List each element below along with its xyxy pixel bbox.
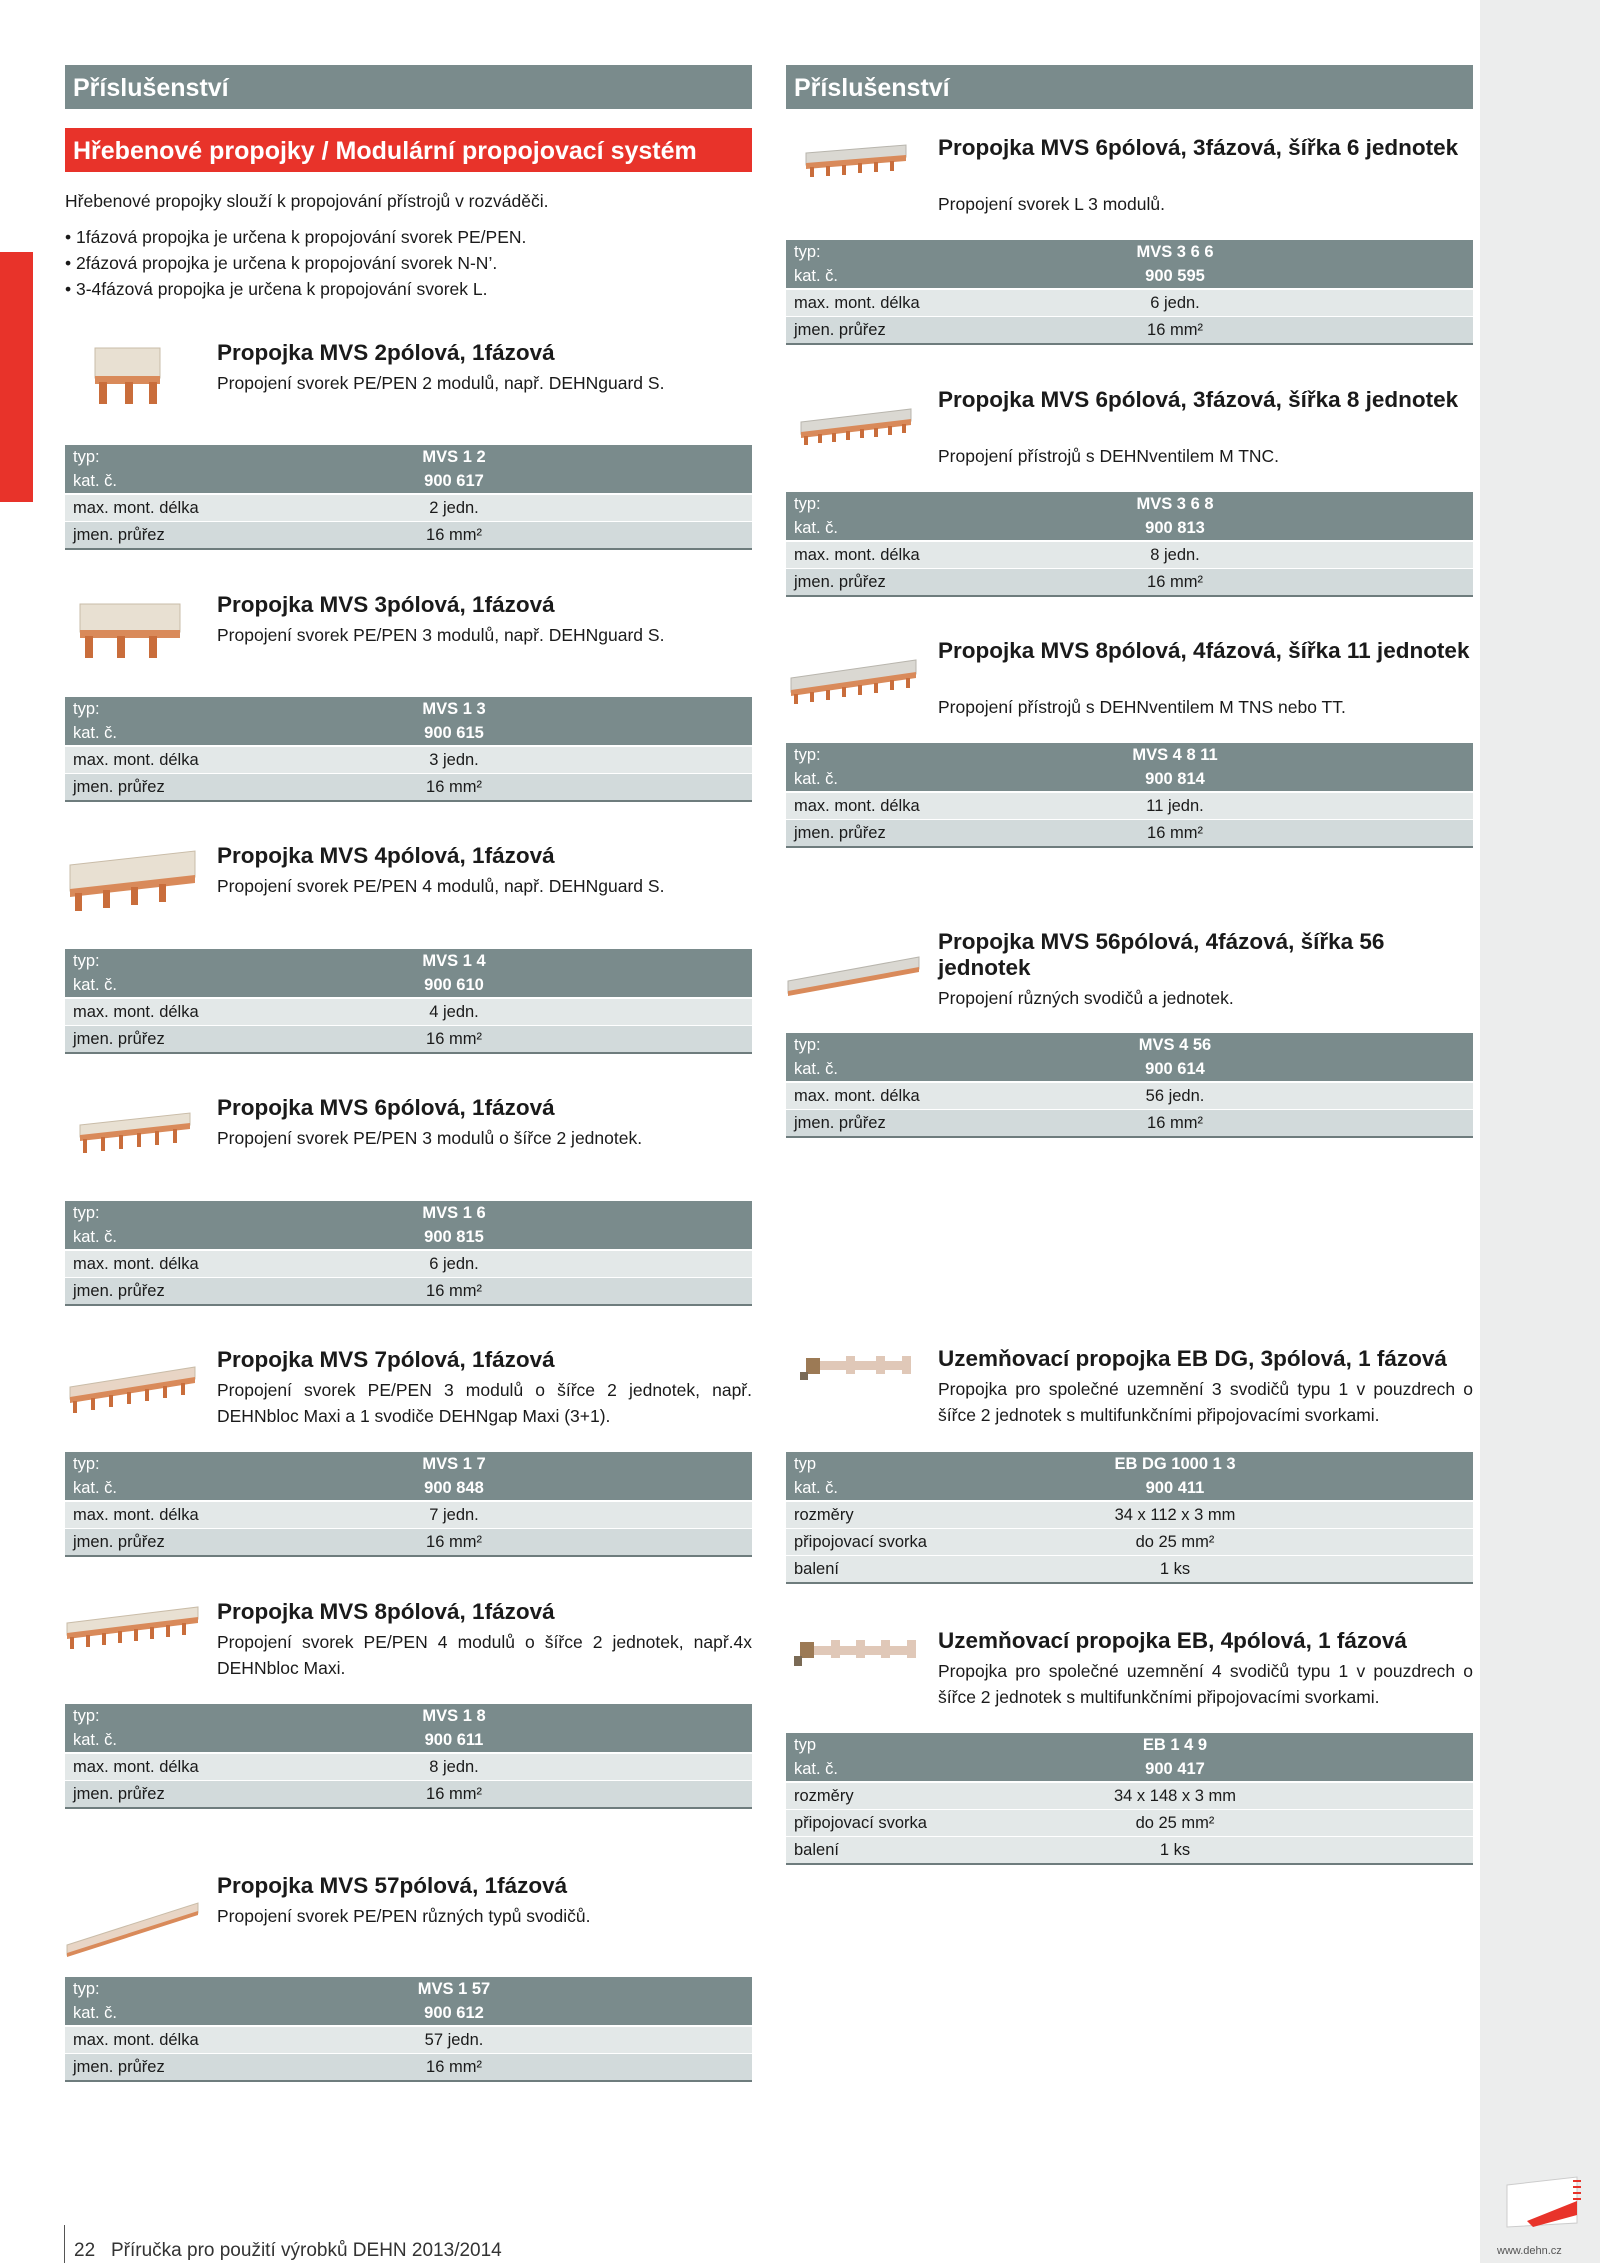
value-max: 8 jedn. bbox=[1002, 541, 1348, 569]
spec-table bbox=[786, 743, 1473, 848]
value-max: 11 jedn. bbox=[1002, 792, 1348, 820]
intro-heading: Hřebenové propojky / Modulární propojovací systém bbox=[65, 128, 752, 172]
value-kat: 900 814 bbox=[1002, 767, 1348, 792]
value-prurez: 16 mm² bbox=[1002, 820, 1348, 848]
value-kat: 900 848 bbox=[281, 1476, 627, 1501]
label-max: max. mont. délka bbox=[65, 1501, 281, 1529]
value-svorka: do 25 mm² bbox=[1002, 1529, 1348, 1556]
spec-table bbox=[65, 1201, 752, 1306]
spec-table bbox=[65, 697, 752, 802]
value-typ: MVS 1 8 bbox=[281, 1704, 627, 1728]
label-typ: typ: bbox=[65, 445, 281, 469]
label-prurez: jmen. průřez bbox=[65, 1026, 281, 1054]
value-baleni: 1 ks bbox=[1002, 1556, 1348, 1584]
section-header-left: Příslušenství bbox=[65, 65, 752, 109]
label-typ: typ: bbox=[65, 949, 281, 973]
label-max: max. mont. délka bbox=[65, 2026, 281, 2054]
value-typ: MVS 4 8 11 bbox=[1002, 743, 1348, 767]
label-svorka: připojovací svorka bbox=[786, 1529, 1002, 1556]
label-typ: typ: bbox=[786, 1033, 1002, 1057]
product-description: Propojení přístrojů s DEHNventilem M TNS nebo TT. bbox=[938, 697, 1346, 717]
comb-busbar-6-image bbox=[65, 1095, 200, 1170]
value-kat: 900 610 bbox=[281, 973, 627, 998]
label-typ: typ: bbox=[65, 1452, 281, 1476]
footer-divider bbox=[64, 2225, 65, 2263]
value-max: 8 jedn. bbox=[281, 1753, 627, 1781]
comb-busbar-57-image bbox=[65, 1893, 200, 1968]
value-max: 6 jedn. bbox=[1002, 289, 1348, 317]
spec-table bbox=[786, 240, 1473, 345]
comb-busbar-3-image bbox=[65, 592, 200, 667]
product-description: Propojka pro společné uzemnění 4 svodičů typu 1 v pouzdrech o šířce 2 jednotek s multifunkčními připojovacími svorkami. bbox=[938, 1661, 1473, 1707]
label-max: max. mont. délka bbox=[786, 289, 1002, 317]
value-typ: MVS 1 7 bbox=[281, 1452, 627, 1476]
value-max: 3 jedn. bbox=[281, 746, 627, 774]
product-description: Propojka pro společné uzemnění 3 svodičů typu 1 v pouzdrech o šířce 2 jednotek s multifunkčními připojovacími svorkami. bbox=[938, 1379, 1473, 1425]
label-typ: typ: bbox=[65, 697, 281, 721]
spec-table bbox=[65, 949, 752, 1054]
label-baleni: balení bbox=[786, 1837, 1002, 1865]
value-kat: 900 411 bbox=[1002, 1476, 1348, 1501]
comb-busbar-8-image bbox=[65, 1599, 200, 1674]
value-kat: 900 617 bbox=[281, 469, 627, 494]
value-kat: 900 417 bbox=[1002, 1757, 1348, 1782]
product-title: Propojka MVS 6pólová, 3fázová, šířka 6 jednotek bbox=[938, 135, 1459, 160]
product-title: Propojka MVS 3pólová, 1fázová bbox=[217, 592, 555, 617]
label-rozmery: rozměry bbox=[786, 1501, 1002, 1529]
bullet-item: • 2fázová propojka je určena k propojování svorek N-N’. bbox=[65, 250, 752, 276]
value-svorka: do 25 mm² bbox=[1002, 1810, 1348, 1837]
product-description: Propojení svorek PE/PEN 3 modulů, např. DEHNguard S. bbox=[217, 625, 665, 645]
product-title: Propojka MVS 6pólová, 1fázová bbox=[217, 1095, 555, 1120]
label-max: max. mont. délka bbox=[786, 1082, 1002, 1110]
bullet-item: • 1fázová propojka je určena k propojování svorek PE/PEN. bbox=[65, 224, 752, 250]
product-title: Propojka MVS 7pólová, 1fázová bbox=[217, 1347, 555, 1372]
spec-table bbox=[65, 1977, 752, 2082]
left-column bbox=[65, 65, 752, 2105]
product-title: Propojka MVS 8pólová, 1fázová bbox=[217, 1599, 555, 1624]
website-link[interactable]: www.dehn.cz bbox=[1497, 2245, 1562, 2257]
label-baleni: balení bbox=[786, 1556, 1002, 1584]
value-prurez: 16 mm² bbox=[281, 1781, 627, 1809]
busbar-4phase-11-image bbox=[786, 638, 921, 713]
product-description: Propojení svorek PE/PEN 3 modulů o šířce 2 jednotek. bbox=[217, 1128, 643, 1148]
value-prurez: 16 mm² bbox=[281, 1529, 627, 1557]
spec-table bbox=[65, 1704, 752, 1809]
label-rozmery: rozměry bbox=[786, 1782, 1002, 1810]
label-kat: kat. č. bbox=[65, 1225, 281, 1250]
label-prurez: jmen. průřez bbox=[65, 1278, 281, 1306]
label-prurez: jmen. průřez bbox=[65, 2054, 281, 2082]
label-typ: typ: bbox=[65, 1977, 281, 2001]
label-max: max. mont. délka bbox=[65, 494, 281, 522]
product-description: Propojení svorek PE/PEN 4 modulů o šířce 2 jednotek, např.4x DEHNbloc Maxi. bbox=[217, 1632, 752, 1678]
page-number: 22 bbox=[74, 2240, 96, 2261]
value-typ: MVS 1 57 bbox=[281, 1977, 627, 2001]
intro-text: Hřebenové propojky slouží k propojování přístrojů v rozváděči. bbox=[65, 191, 549, 211]
bullet-item: • 3-4fázová propojka je určena k propojování svorek L. bbox=[65, 276, 752, 302]
value-prurez: 16 mm² bbox=[281, 1278, 627, 1306]
value-rozmery: 34 x 148 x 3 mm bbox=[1002, 1782, 1348, 1810]
earthing-bridge-3-image bbox=[786, 1336, 921, 1411]
product-description: Propojení svorek PE/PEN různých typů svodičů. bbox=[217, 1906, 591, 1926]
value-typ: MVS 1 3 bbox=[281, 697, 627, 721]
product-description: Propojení svorek PE/PEN 2 modulů, např. DEHNguard S. bbox=[217, 373, 665, 393]
label-kat: kat. č. bbox=[786, 264, 1002, 289]
value-prurez: 16 mm² bbox=[281, 774, 627, 802]
comb-busbar-7-image bbox=[65, 1347, 200, 1422]
product-description: Propojení svorek L 3 modulů. bbox=[938, 194, 1165, 214]
product-description: Propojení svorek PE/PEN 3 modulů o šířce 2 jednotek, např. DEHNbloc Maxi a 1 svodiče DEHNgap Maxi (3+1). bbox=[217, 1380, 752, 1426]
value-kat: 900 615 bbox=[281, 721, 627, 746]
value-typ: EB DG 1000 1 3 bbox=[1002, 1452, 1348, 1476]
label-kat: kat. č. bbox=[65, 721, 281, 746]
label-kat: kat. č. bbox=[65, 469, 281, 494]
label-prurez: jmen. průřez bbox=[65, 774, 281, 802]
earthing-bridge-4-image bbox=[786, 1618, 921, 1693]
right-column bbox=[786, 65, 1473, 1885]
value-typ: MVS 3 6 8 bbox=[1002, 492, 1348, 516]
value-max: 7 jedn. bbox=[281, 1501, 627, 1529]
value-kat: 900 595 bbox=[1002, 264, 1348, 289]
label-kat: kat. č. bbox=[786, 1476, 1002, 1501]
label-max: max. mont. délka bbox=[65, 746, 281, 774]
spec-table bbox=[786, 492, 1473, 597]
label-typ: typ: bbox=[786, 492, 1002, 516]
label-kat: kat. č. bbox=[786, 1757, 1002, 1782]
spec-table bbox=[786, 1033, 1473, 1138]
label-typ: typ bbox=[786, 1733, 1002, 1757]
comb-busbar-2-image bbox=[65, 340, 200, 415]
busbar-4phase-56-image bbox=[786, 929, 921, 1004]
label-prurez: jmen. průřez bbox=[786, 317, 1002, 345]
footer bbox=[74, 2240, 502, 2262]
spec-table bbox=[786, 1452, 1473, 1584]
value-max: 6 jedn. bbox=[281, 1250, 627, 1278]
comb-busbar-4-image bbox=[65, 843, 200, 918]
product-title: Uzemňovací propojka EB, 4pólová, 1 fázová bbox=[938, 1628, 1407, 1653]
product-description: Propojení svorek PE/PEN 4 modulů, např. DEHNguard S. bbox=[217, 876, 665, 896]
label-max: max. mont. délka bbox=[65, 1250, 281, 1278]
label-prurez: jmen. průřez bbox=[786, 820, 1002, 848]
product-title: Propojka MVS 56pólová, 4fázová, šířka 56 jednotek bbox=[938, 929, 1385, 980]
product-title: Propojka MVS 8pólová, 4fázová, šířka 11 jednotek bbox=[938, 638, 1470, 663]
section-header-right: Příslušenství bbox=[786, 65, 1473, 109]
value-max: 56 jedn. bbox=[1002, 1082, 1348, 1110]
label-kat: kat. č. bbox=[65, 2001, 281, 2026]
value-prurez: 16 mm² bbox=[281, 1026, 627, 1054]
value-kat: 900 614 bbox=[1002, 1057, 1348, 1082]
label-max: max. mont. délka bbox=[786, 792, 1002, 820]
label-prurez: jmen. průřez bbox=[786, 1110, 1002, 1138]
label-kat: kat. č. bbox=[786, 516, 1002, 541]
spec-table bbox=[65, 445, 752, 550]
value-typ: MVS 1 2 bbox=[281, 445, 627, 469]
value-typ: EB 1 4 9 bbox=[1002, 1733, 1348, 1757]
value-kat: 900 815 bbox=[281, 1225, 627, 1250]
value-prurez: 16 mm² bbox=[281, 522, 627, 550]
product-title: Uzemňovací propojka EB DG, 3pólová, 1 fázová bbox=[938, 1346, 1447, 1371]
label-max: max. mont. délka bbox=[786, 541, 1002, 569]
value-prurez: 16 mm² bbox=[1002, 317, 1348, 345]
product-description: Propojení různých svodičů a jednotek. bbox=[938, 988, 1234, 1008]
label-typ: typ: bbox=[786, 743, 1002, 767]
label-prurez: jmen. průřez bbox=[65, 522, 281, 550]
label-svorka: připojovací svorka bbox=[786, 1810, 1002, 1837]
label-typ: typ: bbox=[65, 1201, 281, 1225]
red-edge-marker bbox=[0, 252, 33, 502]
busbar-3phase-6-image bbox=[786, 125, 921, 200]
value-max: 57 jedn. bbox=[281, 2026, 627, 2054]
busbar-3phase-8-image bbox=[786, 387, 921, 462]
footer-title: Příručka pro použití výrobků DEHN 2013/2014 bbox=[110, 2240, 502, 2261]
label-kat: kat. č. bbox=[65, 1476, 281, 1501]
intro-bullets bbox=[65, 224, 752, 302]
label-typ: typ bbox=[786, 1452, 1002, 1476]
dehn-logo bbox=[1497, 2165, 1585, 2233]
value-typ: MVS 1 4 bbox=[281, 949, 627, 973]
value-prurez: 16 mm² bbox=[1002, 1110, 1348, 1138]
value-prurez: 16 mm² bbox=[1002, 569, 1348, 597]
label-max: max. mont. délka bbox=[65, 1753, 281, 1781]
value-max: 2 jedn. bbox=[281, 494, 627, 522]
value-prurez: 16 mm² bbox=[281, 2054, 627, 2082]
value-typ: MVS 1 6 bbox=[281, 1201, 627, 1225]
value-baleni: 1 ks bbox=[1002, 1837, 1348, 1865]
label-kat: kat. č. bbox=[65, 973, 281, 998]
product-title: Propojka MVS 2pólová, 1fázová bbox=[217, 340, 555, 365]
label-prurez: jmen. průřez bbox=[65, 1781, 281, 1809]
spec-table bbox=[786, 1733, 1473, 1865]
value-kat: 900 813 bbox=[1002, 516, 1348, 541]
label-typ: typ: bbox=[65, 1704, 281, 1728]
product-title: Propojka MVS 57pólová, 1fázová bbox=[217, 1873, 568, 1898]
value-kat: 900 611 bbox=[281, 1728, 627, 1753]
value-typ: MVS 4 56 bbox=[1002, 1033, 1348, 1057]
label-kat: kat. č. bbox=[65, 1728, 281, 1753]
label-typ: typ: bbox=[786, 240, 1002, 264]
label-prurez: jmen. průřez bbox=[65, 1529, 281, 1557]
right-margin-strip bbox=[1480, 0, 1600, 2263]
label-prurez: jmen. průřez bbox=[786, 569, 1002, 597]
label-kat: kat. č. bbox=[786, 1057, 1002, 1082]
spec-table bbox=[65, 1452, 752, 1557]
product-title: Propojka MVS 6pólová, 3fázová, šířka 8 jednotek bbox=[938, 387, 1459, 412]
value-rozmery: 34 x 112 x 3 mm bbox=[1002, 1501, 1348, 1529]
product-description: Propojení přístrojů s DEHNventilem M TNC. bbox=[938, 446, 1280, 466]
value-kat: 900 612 bbox=[281, 2001, 627, 2026]
value-max: 4 jedn. bbox=[281, 998, 627, 1026]
product-title: Propojka MVS 4pólová, 1fázová bbox=[217, 843, 555, 868]
value-typ: MVS 3 6 6 bbox=[1002, 240, 1348, 264]
label-max: max. mont. délka bbox=[65, 998, 281, 1026]
label-kat: kat. č. bbox=[786, 767, 1002, 792]
